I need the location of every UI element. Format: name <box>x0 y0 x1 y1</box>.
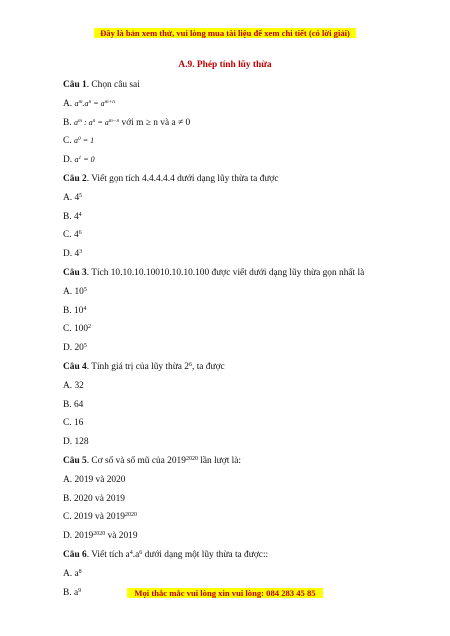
option-prefix: A. <box>63 98 73 109</box>
question-text: . Viết gọn tích 4.4.4.4.4 dưới dạng lũy thừa ta được <box>86 173 279 184</box>
option-prefix: B. <box>63 117 72 128</box>
exponent: 8 <box>78 568 82 575</box>
exponent: 6 <box>139 549 143 556</box>
contact-footer: Mọi thắc mắc vui lòng xin vui lòng: 084 283 45 85 <box>0 587 450 599</box>
question-text: . Tính giá trị của lũy thừa 2 <box>86 361 189 372</box>
section-title: A.9. Phép tính lũy thừa <box>178 60 272 70</box>
option-b <box>63 304 423 323</box>
option-b: B. 64 <box>63 399 84 410</box>
question-label: Câu 6 <box>63 549 87 560</box>
question-label: Câu 2 <box>63 173 87 184</box>
question-list <box>63 78 423 604</box>
exponent: 5 <box>83 343 87 350</box>
question-text-end: , ta được <box>192 361 225 372</box>
exponent: 5 <box>83 286 87 293</box>
question-3 <box>63 266 423 285</box>
option-prefix: D. <box>63 155 73 166</box>
option-a: A. 2019 và 2020 <box>63 474 126 485</box>
option-a <box>63 97 423 116</box>
option-text: D. 4 <box>63 249 80 260</box>
formula-first-power: $a^1 = 0$ <box>74 155 95 165</box>
option-c <box>63 510 423 529</box>
option-c <box>63 134 423 153</box>
option-a: A. 32 <box>63 380 84 391</box>
option-d: D. 128 <box>63 437 89 448</box>
option-a <box>63 285 423 304</box>
formula-quotient: $a^m$ : $a^n = a^{m-n}$ <box>73 117 120 127</box>
question-4 <box>63 360 423 379</box>
formula-zero-power: $a^0 = 1$ <box>73 136 95 146</box>
exponent: 6 <box>189 361 192 368</box>
question-text-mid: .a <box>132 549 140 560</box>
option-b <box>63 210 423 229</box>
option-c <box>63 228 423 247</box>
option-text-end: và 2019 <box>105 531 138 542</box>
question-label: Câu 4 <box>63 361 87 372</box>
question-text-end: dưới dạng một lũy thừa ta được:: <box>142 549 269 560</box>
question-label: Câu 3 <box>63 267 87 278</box>
option-text: D. 2019 <box>63 531 94 542</box>
option-text: A. 4 <box>63 192 80 203</box>
question-text: . Chọn câu sai <box>86 80 140 90</box>
exponent: 5 <box>79 192 83 199</box>
question-text: . Viết tích a <box>86 549 130 560</box>
exponent: 4 <box>83 305 87 312</box>
option-a <box>63 567 423 586</box>
option-b <box>63 116 423 135</box>
option-text: C. 100 <box>63 324 89 335</box>
question-2 <box>63 172 423 191</box>
preview-banner: Đây là bản xem thử, vui lòng mua tài liệu để xem chi tiết (có lời giải) <box>0 27 450 39</box>
question-label: Câu 1 <box>63 80 87 90</box>
formula-product: $a^m.a^n = a^{m+n}$ <box>74 98 116 108</box>
question-6 <box>63 548 423 567</box>
option-text: B. 10 <box>63 305 84 316</box>
option-condition: với m ≥ n và a ≠ 0 <box>121 117 191 128</box>
exponent: 6 <box>78 230 82 237</box>
question-text: . Tích 10.10.10.10010.10.10.100 được viết dưới dạng lũy thừa gọn nhất là <box>86 267 365 278</box>
option-prefix: C. <box>63 136 72 147</box>
exponent: 2020 <box>124 512 137 519</box>
option-text: A. a <box>63 568 79 579</box>
exponent: 2020 <box>93 531 106 538</box>
option-text: C. 4 <box>63 230 79 241</box>
option-text: A. 10 <box>63 286 84 297</box>
option-b: B. 2020 và 2019 <box>63 493 125 504</box>
exponent: 3 <box>79 249 83 256</box>
option-text: B. 4 <box>63 211 79 222</box>
question-label: Câu 5 <box>63 455 87 466</box>
question-1 <box>63 78 423 97</box>
option-a <box>63 191 423 210</box>
option-d <box>63 247 423 266</box>
option-d <box>63 529 423 548</box>
exponent: 4 <box>129 549 133 556</box>
option-c: C. 16 <box>63 418 84 429</box>
option-text: C. 2019 và 2019 <box>63 512 125 523</box>
exponent: 2 <box>88 324 92 331</box>
option-text: D. 20 <box>63 343 84 354</box>
question-5 <box>63 454 423 473</box>
option-c <box>63 322 423 341</box>
question-text-end: lần lượt là: <box>197 455 242 466</box>
option-d <box>63 341 423 360</box>
exponent: 4 <box>78 211 82 218</box>
option-d <box>63 153 423 172</box>
question-text: . Cơ số và số mũ của 2019 <box>86 455 186 466</box>
exponent: 2020 <box>185 455 198 462</box>
